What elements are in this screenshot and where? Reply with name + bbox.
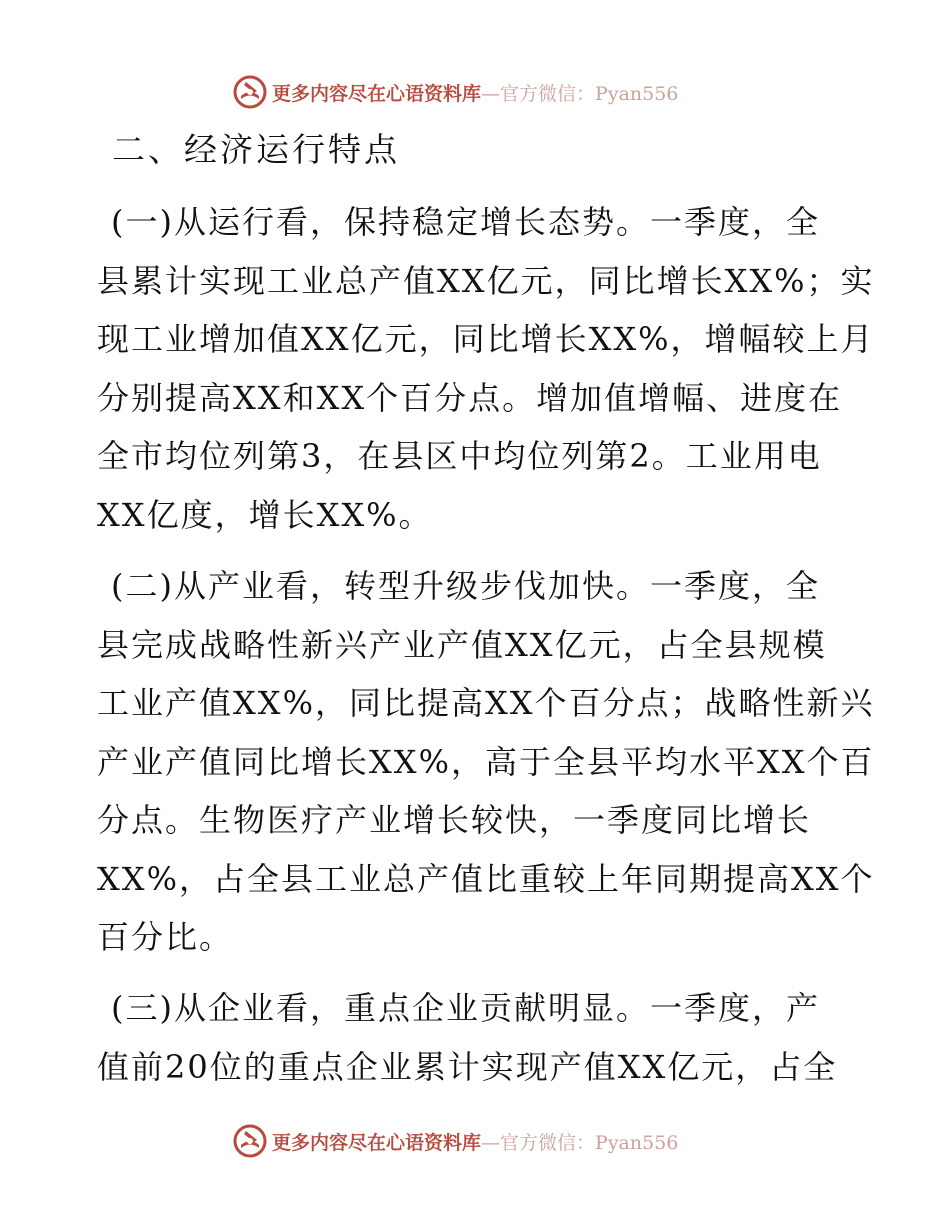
watermark-text bbox=[272, 1128, 678, 1155]
watermark-main-text: 更多内容尽在心语资料库 bbox=[272, 82, 482, 105]
book-quill-logo-icon bbox=[232, 1123, 268, 1159]
watermark-dash-text: —官方微信： bbox=[481, 82, 596, 105]
paragraph-line: XX%，占全县工业总产值比重较上年同期提高XX个 bbox=[97, 859, 875, 898]
watermark-text bbox=[272, 79, 678, 106]
paragraph-line: 全市均位列第3，在县区中均位列第2。工业用电 bbox=[97, 437, 822, 475]
paragraph-line: 分点。生物医疗产业增长较快，一季度同比增长 bbox=[97, 801, 812, 839]
section-heading: 二、经济运行特点 bbox=[112, 130, 400, 169]
watermark-id-text: Pyan556 bbox=[595, 82, 679, 105]
paragraph-line: 现工业增加值XX亿元，同比增长XX%，增幅较上月 bbox=[97, 320, 875, 358]
book-quill-logo-icon bbox=[232, 74, 268, 110]
paragraph-line: 县完成战略性新兴产业产值XX亿元，占全县规模 bbox=[97, 625, 827, 664]
paragraph-line: (三)从企业看，重点企业贡献明显。一季度，产 bbox=[111, 989, 820, 1027]
paragraph-line: (二)从产业看，转型升级步伐加快。一季度，全 bbox=[111, 567, 820, 605]
paragraph-line: 工业产值XX%，同比提高XX个百分点；战略性新兴 bbox=[97, 684, 875, 722]
paragraph-industry bbox=[97, 557, 875, 967]
watermark-banner-top bbox=[232, 72, 678, 112]
watermark-banner-bottom bbox=[232, 1121, 678, 1161]
paragraph-line: XX亿度，增长XX%。 bbox=[97, 495, 433, 534]
watermark-id-text: Pyan556 bbox=[595, 1131, 679, 1154]
paragraph-line: 分别提高XX和XX个百分点。增加值增幅、进度在 bbox=[97, 378, 843, 417]
watermark-dash-text: —官方微信： bbox=[481, 1131, 596, 1154]
paragraph-operation bbox=[97, 193, 875, 544]
paragraph-line: (一)从运行看，保持稳定增长态势。一季度，全 bbox=[111, 203, 820, 241]
paragraph-line: 产业产值同比增长XX%，高于全县平均水平XX个百 bbox=[97, 742, 875, 781]
paragraph-line: 值前20位的重点企业累计实现产值XX亿元，占全 bbox=[97, 1047, 838, 1086]
paragraph-line: 百分比。 bbox=[97, 918, 234, 956]
paragraph-enterprise bbox=[97, 979, 857, 1096]
watermark-main-text: 更多内容尽在心语资料库 bbox=[272, 1131, 482, 1154]
paragraph-line: 县累计实现工业总产值XX亿元，同比增长XX%；实 bbox=[97, 261, 875, 300]
